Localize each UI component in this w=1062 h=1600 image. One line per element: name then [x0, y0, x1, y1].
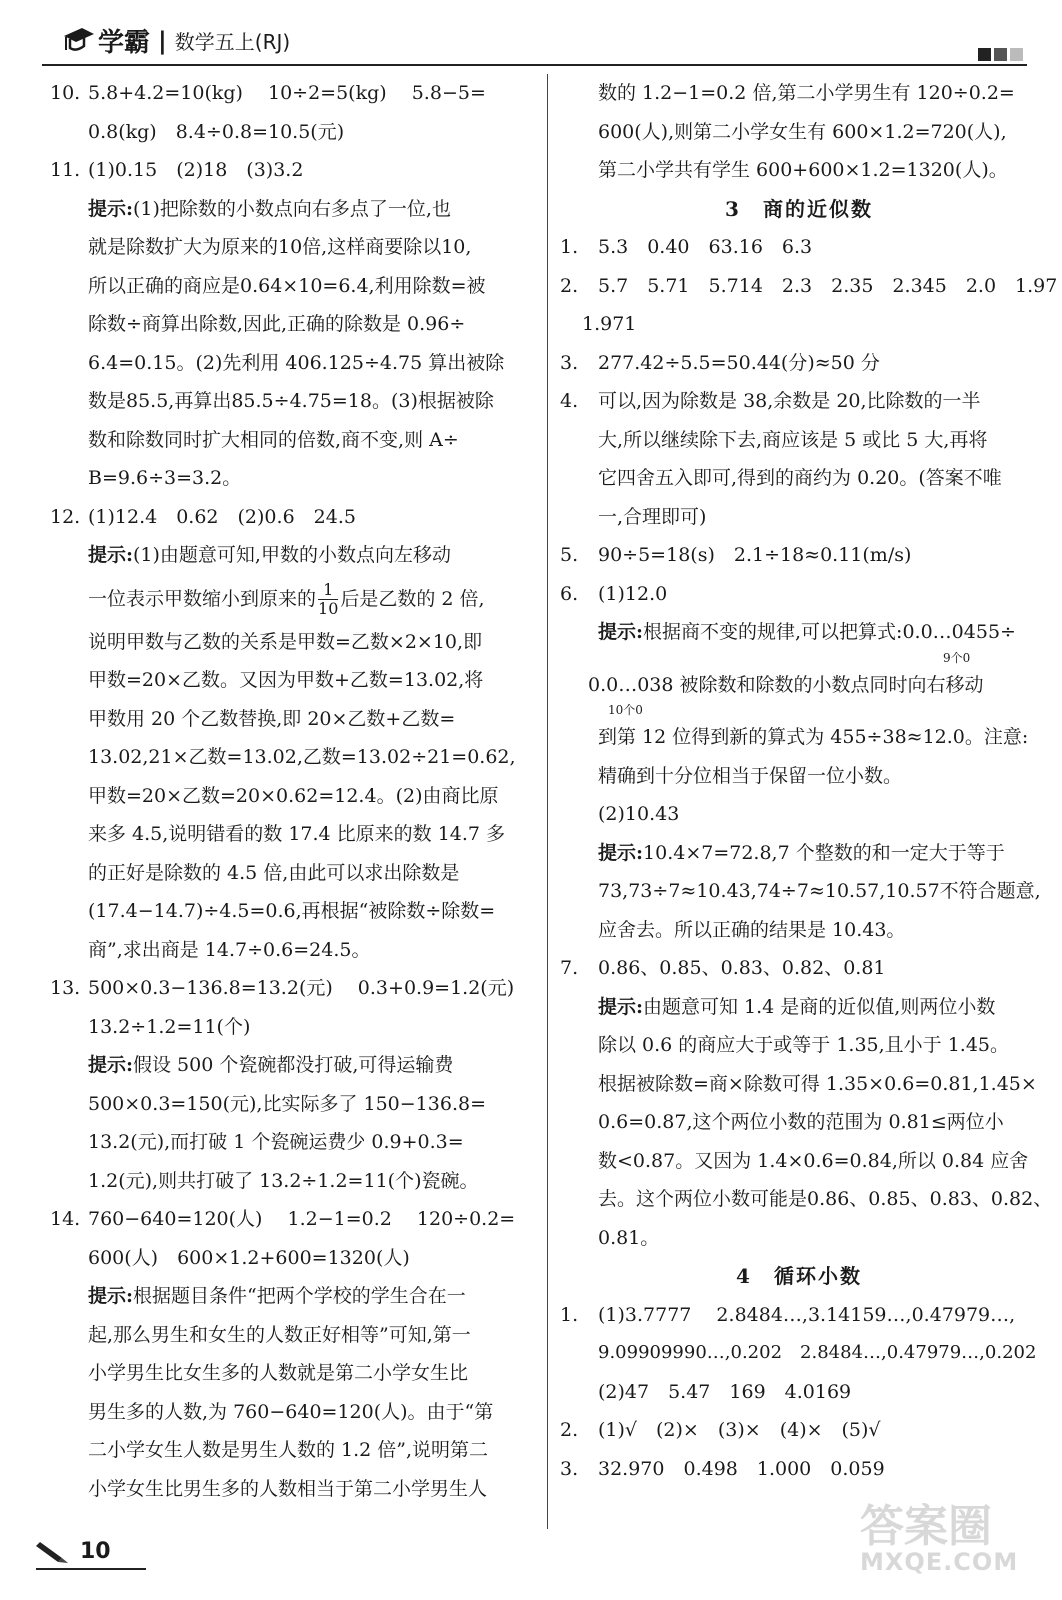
- footer-rule: [36, 1568, 146, 1570]
- column-divider: [547, 74, 548, 1529]
- s3-answer-7: 7. 0.86、0.85、0.83、0.82、0.81 提示:由题意可知 1.4 是商的近似值,则两位小数 除以 0.6 的商应大于或等于 1.35,且小于 1.45。 根据被除数=商×除数可得 1.35×0.6=0.81,1.45× 0.6=0.87,这个两位小数的范围为 0.81≤两位小 数<0.87。又因为 1.4×0.6=0.84,所以 0.84 应舍 去。这个两位小数可能是0.86、0.85、0.83、0.82、 0.81。: [560, 957, 1053, 1249]
- answer-13: 13. 500×0.3−136.8=13.2(元) 0.3+0.9=1.2(元) 13.2÷1.2=11(个) 提示:假设 500 个瓷碗都没打破,可得运输费 500×0.3=150(元),比实际多了 150−136.8= 13.2(元),而打破 1 个瓷碗运费少 0.9+0.3= 1.2(元),则共打破了 13.2÷1.2=11(个)瓷碗。: [50, 977, 515, 1192]
- section-title-4: 4 循环小数: [736, 1264, 862, 1288]
- hint-label: 提示:: [88, 1054, 134, 1076]
- answer-11: 11. (1)0.15 (2)18 (3)3.2 提示:(1)把除数的小数点向右多点了一位,也 就是除数扩大为原来的10倍,这样商要除以10, 所以正确的商应是0.64×10=6.4,利用除数=被 除数÷商算出除数,因此,正确的除数是 0.96÷ 6.4=0.15。(2)先利用 406.125÷4.75 算出被除 数是85.5,再算出85.5÷4.75=18。(3)根据被除 数和除数同时扩大相同的倍数,商不变,则 A÷ B=9.6÷3=3.2。: [50, 159, 505, 489]
- s4-answer-3: 3. 32.970 0.498 1.000 0.059: [560, 1457, 885, 1480]
- answer-14: 14. 760−640=120(人) 1.2−1=0.2 120÷0.2= 600(人) 600×1.2+600=1320(人) 提示:根据题目条件“把两个学校的学生合在一 起,那么男生和女生的人数正好相等”可知,第一 小学男生比女生多的人数就是第二小学女生比 男生多的人数,为 760−640=120(人)。由于“第 二小学女生人数是男生人数的 1.2 倍”,说明第二 小学女生比男生多的人数相当于第二小学男生人: [50, 1208, 516, 1500]
- hint-label: 提示:: [88, 544, 134, 566]
- s4-answer-1: 1. (1)3.7777 2.8484…,3.14159…,0.47979…, 9.09909990…,0.202 2.8484…,0.47979…,0.202 (2)47 5.47 169 4.0169: [560, 1303, 1037, 1403]
- s3-answer-3: 3. 277.42÷5.5=50.44(分)≈50 分: [560, 351, 880, 374]
- subject-title: 数学五上(RJ): [174, 30, 291, 54]
- hint-label: 提示:: [598, 841, 644, 864]
- brand-name: 学霸: [98, 28, 151, 58]
- hint-label: 提示:: [88, 1285, 134, 1307]
- page-header: [0, 0, 1062, 66]
- s3-answer-2: 2. 5.7 5.71 5.714 2.3 2.35 2.345 2.0 1.97 1.971: [560, 274, 1058, 335]
- header-decoration: [978, 48, 1023, 61]
- header-separator: |: [158, 26, 167, 55]
- brand-logo: [62, 22, 290, 59]
- hint-label: 提示:: [88, 197, 134, 220]
- answer-12: 12. (1)12.4 0.62 (2)0.6 24.5 提示:(1)由题意可知,甲数的小数点向左移动 一位表示甲数缩小到原来的 $\frac{1}{10}$ 后是乙数的 2 倍, 说明甲数与乙数的关系是甲数=乙数×2×10,即 甲数=20×乙数。又因为甲数+乙数=13.02,将 甲数用 20 个乙数替换,即 20×乙数+乙数= 13.02,21×乙数=13.02,乙数=13.02÷21=0.62, 甲数=20×乙数=20×0.62=12.4。(2)由商比原 来多 4.5,说明错看的数 17.4 比原来的数 14.7 多 的正好是除数的 4.5 倍,由此可以求出除数是 (17.4−14.7)÷4.5=0.6,再根据“被除数÷除数= 商”,求出商是 14.7÷0.6=24.5。: [50, 505, 516, 961]
- hint-label: 提示:: [598, 621, 644, 643]
- s3-answer-6: 6. (1)12.0 提示:根据商不变的规律,可以把算式:0.0…0455÷ 9个0 0.0…038 被除数和除数的小数点同时向右移动 10个0 到第 12 位得到新的算式为 455÷38≈12.0。注意: 精确到十分位相当于保留一位小数。 (2)10.43 提示:10.4×7=72.8,7 个整数的和一定大于等于 73,73÷7≈10.43,74÷7≈10.57,10.57不符合题意, 应舍去。所以正确的结果是 10.43。: [560, 582, 1041, 941]
- right-column: [560, 74, 1058, 1488]
- answer-14-continued: 数的 1.2−1=0.2 倍,第二小学男生有 120÷0.2= 600(人),则第二小学女生有 600×1.2=720(人), 第二小学共有学生 600+600×1.2=1320(人)。: [598, 82, 1015, 181]
- s4-answer-2: 2. (1)√ (2)× (3)× (4)× (5)√: [560, 1419, 881, 1441]
- header-rule: [42, 64, 1027, 66]
- s3-answer-4: 4. 可以,因为除数是 38,余数是 20,比除数的一半 大,所以继续除下去,商应该是 5 或比 5 大,再将 它四舍五入即可,得到的商约为 0.20。(答案不唯 一,合理即可): [560, 390, 1002, 528]
- s3-answer-5: 5. 90÷5=18(s) 2.1÷18≈0.11(m/s): [560, 544, 912, 566]
- page-footer: [36, 1538, 111, 1564]
- section-title-3: 3 商的近似数: [725, 196, 873, 221]
- fraction: $\frac{1}{10}$: [318, 580, 339, 618]
- s3-answer-1: 1. 5.3 0.40 63.16 6.3: [560, 236, 813, 258]
- left-column: [50, 74, 540, 1508]
- hint-label: 提示:: [598, 995, 644, 1018]
- answer-10: 10. 5.8+4.2=10(kg) 10÷2=5(kg) 5.8−5= 0.8(kg) 8.4÷0.8=10.5(元): [50, 82, 486, 143]
- page-number: 10: [80, 1539, 111, 1564]
- pencil-icon: [36, 1538, 70, 1564]
- graduation-cap-icon: [62, 24, 96, 58]
- watermark: 答案圈 MXQE.COM: [860, 1501, 1019, 1576]
